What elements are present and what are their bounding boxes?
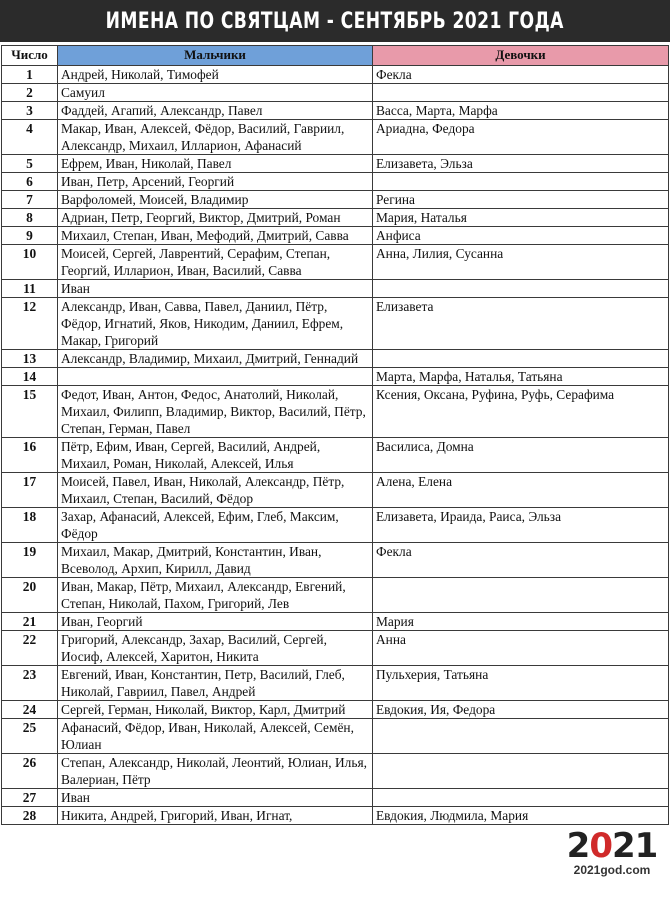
logo-url: 2021god.com xyxy=(573,863,651,877)
girls-names xyxy=(373,280,669,298)
girls-names xyxy=(373,350,669,368)
girls-names: Фекла xyxy=(373,543,669,578)
table-row xyxy=(2,613,669,631)
table-row xyxy=(2,298,669,350)
girls-names: Марта, Марфа, Наталья, Татьяна xyxy=(373,368,669,386)
boys-names: Ефрем, Иван, Николай, Павел xyxy=(58,155,373,173)
boys-names: Степан, Александр, Николай, Леонтий, Юлиан, Илья, Валериан, Пётр xyxy=(58,754,373,789)
boys-names: Никита, Андрей, Григорий, Иван, Игнат, xyxy=(58,807,373,825)
day-number: 17 xyxy=(2,473,58,508)
girls-names: Мария xyxy=(373,613,669,631)
boys-names: Афанасий, Фёдор, Иван, Николай, Алексей, Семён, Юлиан xyxy=(58,719,373,754)
boys-names: Самуил xyxy=(58,84,373,102)
girls-names: Евдокия, Людмила, Мария xyxy=(373,807,669,825)
day-number: 22 xyxy=(2,631,58,666)
title-bar xyxy=(0,0,670,42)
names-table xyxy=(1,45,669,825)
table-row xyxy=(2,508,669,543)
girls-names: Василиса, Домна xyxy=(373,438,669,473)
day-number: 16 xyxy=(2,438,58,473)
day-number: 25 xyxy=(2,719,58,754)
day-number: 21 xyxy=(2,613,58,631)
table-row xyxy=(2,209,669,227)
table-row xyxy=(2,701,669,719)
girls-names: Анфиса xyxy=(373,227,669,245)
girls-names: Пульхерия, Татьяна xyxy=(373,666,669,701)
day-number: 1 xyxy=(2,66,58,84)
table-row xyxy=(2,245,669,280)
page-title: ИМЕНА ПО СВЯТЦАМ - СЕНТЯБРЬ 2021 ГОДА xyxy=(105,8,565,34)
day-number: 26 xyxy=(2,754,58,789)
boys-names: Моисей, Павел, Иван, Николай, Александр, Пётр, Михаил, Степан, Василий, Фёдор xyxy=(58,473,373,508)
table-row xyxy=(2,543,669,578)
table-row xyxy=(2,155,669,173)
header-num: Число xyxy=(2,46,58,66)
table-row xyxy=(2,66,669,84)
boys-names: Иван xyxy=(58,789,373,807)
table-row xyxy=(2,473,669,508)
girls-names xyxy=(373,173,669,191)
boys-names: Захар, Афанасий, Алексей, Ефим, Глеб, Максим, Фёдор xyxy=(58,508,373,543)
girls-names xyxy=(373,578,669,613)
table-row xyxy=(2,789,669,807)
table-row xyxy=(2,631,669,666)
day-number: 13 xyxy=(2,350,58,368)
boys-names: Александр, Владимир, Михаил, Дмитрий, Геннадий xyxy=(58,350,373,368)
girls-names xyxy=(373,789,669,807)
boys-names: Григорий, Александр, Захар, Василий, Сергей, Иосиф, Алексей, Харитон, Никита xyxy=(58,631,373,666)
table-row xyxy=(2,666,669,701)
table-row xyxy=(2,754,669,789)
site-logo xyxy=(562,828,662,880)
girls-names: Алена, Елена xyxy=(373,473,669,508)
girls-names: Фекла xyxy=(373,66,669,84)
girls-names: Мария, Наталья xyxy=(373,209,669,227)
header-boys: Мальчики xyxy=(58,46,373,66)
day-number: 7 xyxy=(2,191,58,209)
boys-names: Иван xyxy=(58,280,373,298)
girls-names: Ариадна, Федора xyxy=(373,120,669,155)
day-number: 2 xyxy=(2,84,58,102)
girls-names: Васса, Марта, Марфа xyxy=(373,102,669,120)
boys-names: Сергей, Герман, Николай, Виктор, Карл, Дмитрий xyxy=(58,701,373,719)
day-number: 14 xyxy=(2,368,58,386)
table-header-row xyxy=(2,46,669,66)
day-number: 23 xyxy=(2,666,58,701)
girls-names: Анна, Лилия, Сусанна xyxy=(373,245,669,280)
girls-names: Ксения, Оксана, Руфина, Руфь, Серафима xyxy=(373,386,669,438)
girls-names xyxy=(373,754,669,789)
day-number: 9 xyxy=(2,227,58,245)
table-row xyxy=(2,173,669,191)
day-number: 18 xyxy=(2,508,58,543)
table-row xyxy=(2,280,669,298)
table-row xyxy=(2,438,669,473)
boys-names: Иван, Макар, Пётр, Михаил, Александр, Евгений, Степан, Николай, Пахом, Григорий, Лев xyxy=(58,578,373,613)
boys-names: Макар, Иван, Алексей, Фёдор, Василий, Гавриил, Александр, Михаил, Илларион, Афанасий xyxy=(58,120,373,155)
boys-names: Михаил, Степан, Иван, Мефодий, Дмитрий, Савва xyxy=(58,227,373,245)
girls-names xyxy=(373,719,669,754)
header-girls: Девочки xyxy=(373,46,669,66)
girls-names: Елизавета, Ираида, Раиса, Эльза xyxy=(373,508,669,543)
day-number: 28 xyxy=(2,807,58,825)
table-row xyxy=(2,191,669,209)
table-row xyxy=(2,102,669,120)
girls-names: Евдокия, Ия, Федора xyxy=(373,701,669,719)
table-row xyxy=(2,578,669,613)
girls-names: Регина xyxy=(373,191,669,209)
day-number: 10 xyxy=(2,245,58,280)
table-row xyxy=(2,368,669,386)
day-number: 11 xyxy=(2,280,58,298)
table-row xyxy=(2,120,669,155)
boys-names: Александр, Иван, Савва, Павел, Даниил, Пётр, Фёдор, Игнатий, Яков, Никодим, Даниил, Ефрем, Макар, Григорий xyxy=(58,298,373,350)
day-number: 15 xyxy=(2,386,58,438)
girls-names: Анна xyxy=(373,631,669,666)
table-body xyxy=(2,66,669,825)
boys-names: Моисей, Сергей, Лаврентий, Серафим, Степан, Георгий, Илларион, Иван, Василий, Савва xyxy=(58,245,373,280)
day-number: 24 xyxy=(2,701,58,719)
table-row xyxy=(2,807,669,825)
day-number: 27 xyxy=(2,789,58,807)
day-number: 8 xyxy=(2,209,58,227)
boys-names: Пётр, Ефим, Иван, Сергей, Василий, Андрей, Михаил, Роман, Николай, Алексей, Илья xyxy=(58,438,373,473)
table-row xyxy=(2,386,669,438)
table-row xyxy=(2,350,669,368)
girls-names xyxy=(373,84,669,102)
day-number: 6 xyxy=(2,173,58,191)
boys-names xyxy=(58,368,373,386)
day-number: 20 xyxy=(2,578,58,613)
day-number: 5 xyxy=(2,155,58,173)
boys-names: Михаил, Макар, Дмитрий, Константин, Иван, Всеволод, Архип, Кирилл, Давид xyxy=(58,543,373,578)
girls-names: Елизавета xyxy=(373,298,669,350)
boys-names: Евгений, Иван, Константин, Петр, Василий, Глеб, Николай, Гавриил, Павел, Андрей xyxy=(58,666,373,701)
boys-names: Андрей, Николай, Тимофей xyxy=(58,66,373,84)
day-number: 19 xyxy=(2,543,58,578)
boys-names: Иван, Петр, Арсений, Георгий xyxy=(58,173,373,191)
boys-names: Адриан, Петр, Георгий, Виктор, Дмитрий, Роман xyxy=(58,209,373,227)
day-number: 4 xyxy=(2,120,58,155)
logo-year: 2021 xyxy=(566,826,658,866)
table-row xyxy=(2,227,669,245)
boys-names: Варфоломей, Моисей, Владимир xyxy=(58,191,373,209)
girls-names: Елизавета, Эльза xyxy=(373,155,669,173)
table-row xyxy=(2,719,669,754)
table-row xyxy=(2,84,669,102)
day-number: 3 xyxy=(2,102,58,120)
boys-names: Фаддей, Агапий, Александр, Павел xyxy=(58,102,373,120)
boys-names: Федот, Иван, Антон, Федос, Анатолий, Николай, Михаил, Филипп, Владимир, Виктор, Василий, Пётр, Степан, Герман, Павел xyxy=(58,386,373,438)
boys-names: Иван, Георгий xyxy=(58,613,373,631)
day-number: 12 xyxy=(2,298,58,350)
